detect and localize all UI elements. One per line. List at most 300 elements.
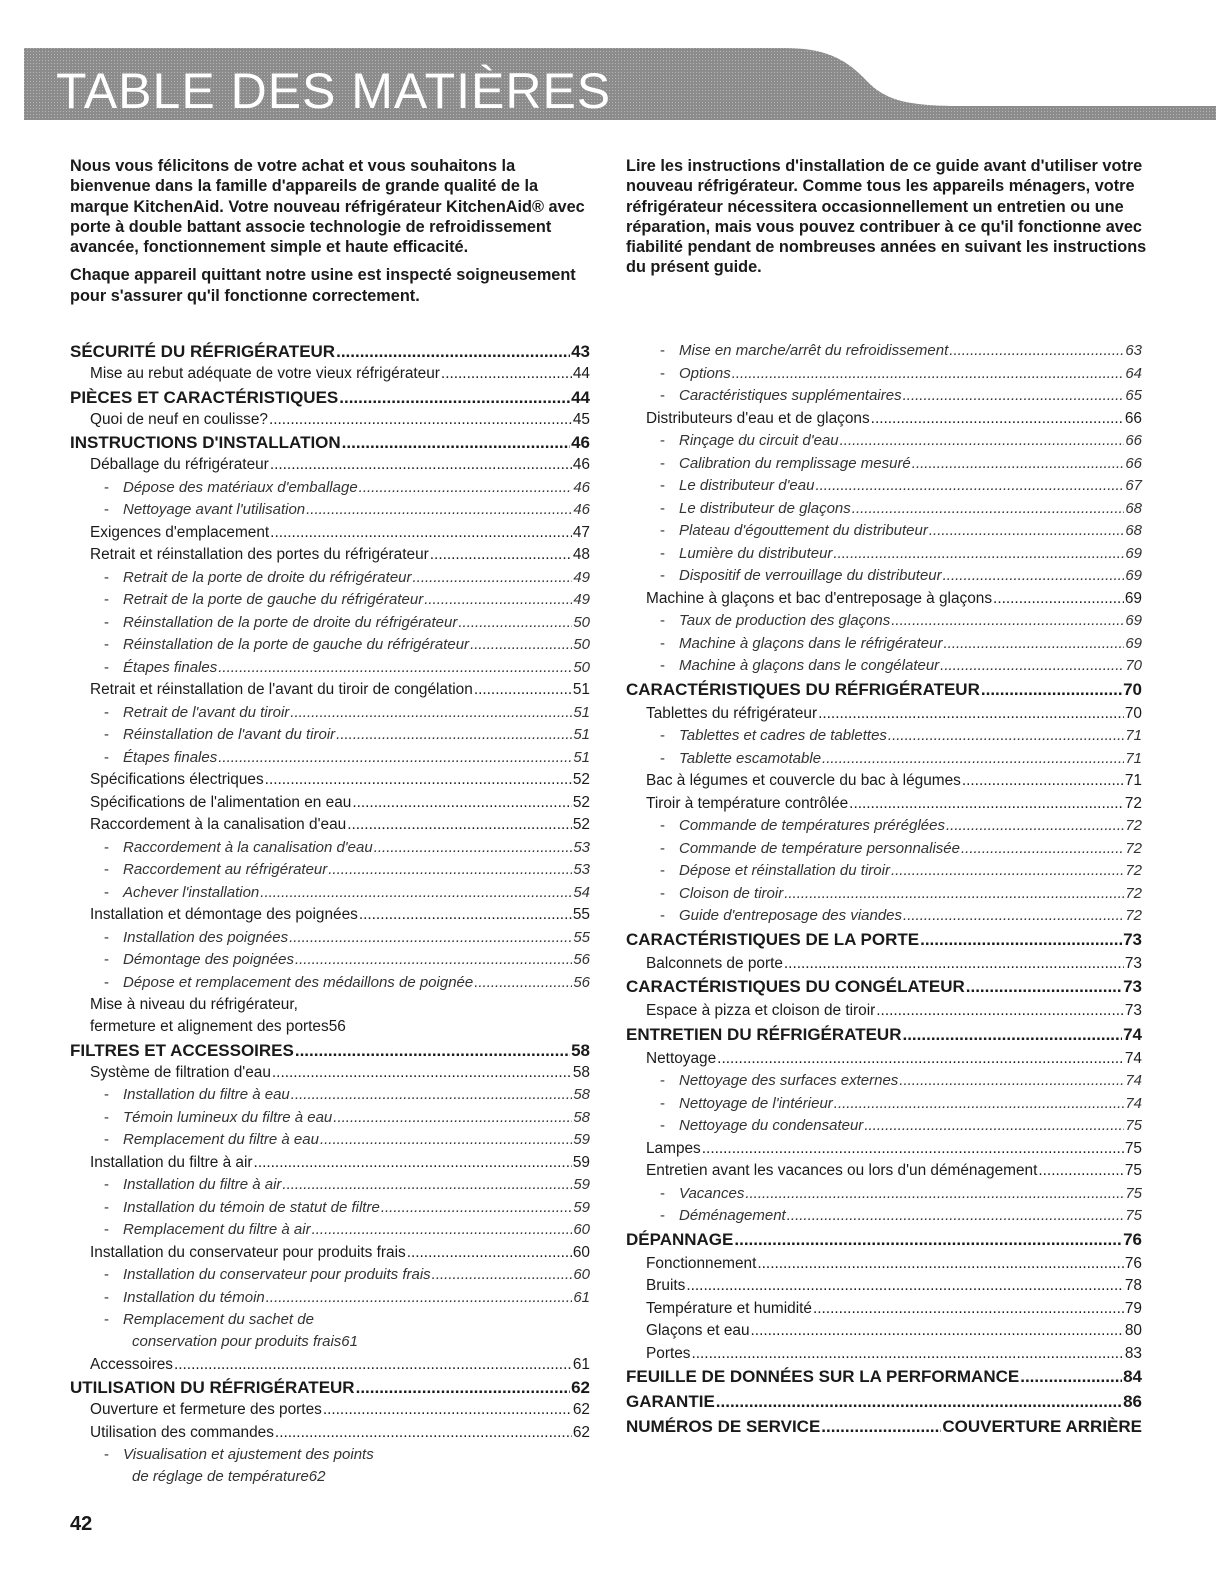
toc-entry-title: Témoin lumineux du filtre à eau (123, 1108, 333, 1126)
toc-entry-title: Tablette escamotable (679, 749, 822, 767)
toc-leader-dots (943, 567, 1125, 584)
toc-dash: - (660, 817, 665, 834)
toc-page-number: 46 (573, 501, 590, 518)
intro-paragraph: Nous vous félicitons de votre achat et vous souhaitons la bienvenue dans la famille d'appareils de grande qualité de la marque KitchenAid. Votre nouveau réfrigérateur KitchenAid® avec porte à double battant associe technologie de refroidissement avancée, fonctionnement simple et haute efficacité. (70, 157, 585, 257)
toc-page-number: 60 (572, 1243, 590, 1261)
toc-entry-title: Température et humidité (646, 1299, 812, 1317)
toc-entry-line (104, 1311, 590, 1333)
toc-subentry (626, 387, 1142, 410)
toc-dash: - (104, 883, 109, 901)
toc-page-number: 74 (1124, 1049, 1142, 1067)
toc-entry-title: Déballage du réfrigérateur (90, 456, 269, 473)
toc-subentry (626, 750, 1142, 773)
toc-subentry (626, 500, 1142, 523)
toc-entry (70, 1424, 590, 1447)
toc-section-entry (626, 1025, 1142, 1050)
toc-leader-dots (818, 705, 1124, 723)
toc-page-number: 62 (572, 1423, 590, 1441)
toc-entry (626, 795, 1142, 818)
toc-page-number: 66 (1124, 409, 1142, 427)
toc-dash: - (104, 1108, 109, 1126)
toc-entry-title: Retrait de la porte de droite du réfrigérateur (123, 568, 412, 586)
toc-leader-dots (356, 1378, 570, 1398)
toc-subentry (626, 545, 1142, 568)
toc-entry-title: Raccordement à la canalisation d'eau (90, 816, 347, 833)
toc-entry (626, 1322, 1142, 1345)
toc-dash: - (660, 1184, 665, 1202)
toc-page-number: 68 (1125, 499, 1142, 517)
toc-subentry (70, 704, 590, 727)
intro-left (70, 156, 590, 314)
toc-leader-dots (254, 1154, 572, 1172)
toc-entry-title: ENTRETIEN DU RÉFRIGÉRATEUR (626, 1024, 902, 1044)
toc-page-number: 53 (573, 838, 590, 856)
toc-page-number: 84 (1123, 1367, 1142, 1386)
toc-section-entry (626, 1230, 1142, 1255)
toc-subentry (626, 657, 1142, 680)
toc-entry (626, 1002, 1142, 1025)
toc-entry-title: Installation des poignées (123, 928, 289, 946)
toc-leader-dots (328, 861, 572, 878)
toc-leader-dots (282, 1176, 572, 1193)
toc-page-number: 52 (572, 816, 590, 833)
toc-page-number: 83 (1124, 1344, 1142, 1362)
toc-leader-dots (962, 772, 1124, 790)
toc-entry-title: Rinçage du circuit d'eau (679, 432, 839, 449)
toc-dash: - (660, 432, 665, 449)
toc-page-number: 45 (572, 410, 590, 428)
toc-page-number: 46 (573, 478, 590, 496)
toc-entry-title: Commande de température personnalisée (679, 839, 960, 857)
toc-leader-dots (381, 1199, 572, 1216)
toc-entry (70, 794, 590, 817)
toc-leader-dots (260, 884, 572, 901)
toc-entry-title: Espace à pizza et cloison de tiroir (646, 1002, 876, 1019)
toc-entry-title: DÉPANNAGE (626, 1229, 734, 1249)
toc-entry (70, 1401, 590, 1424)
toc-section-entry (626, 930, 1142, 955)
toc-entry (626, 772, 1142, 795)
toc-entry (70, 816, 590, 839)
toc-page-number: 72 (1124, 794, 1142, 812)
toc-entry-title: Balconnets de porte (646, 954, 783, 972)
toc-subentry (70, 1199, 590, 1222)
toc-page-number: 62 (572, 1401, 590, 1418)
toc-entry-title: Nettoyage de l'intérieur (679, 1094, 833, 1112)
toc-page-number: 58 (571, 1040, 590, 1060)
toc-leader-dots (342, 433, 570, 453)
toc-leader-dots (840, 432, 1125, 449)
toc-leader-dots (891, 612, 1124, 629)
toc-subentry (626, 635, 1142, 658)
toc-entry-title: Distributeurs d'eau et de glaçons (646, 409, 870, 427)
toc-leader-dots (717, 1050, 1124, 1068)
toc-dash: - (104, 1446, 109, 1463)
toc-page-number: 75 (1125, 1184, 1142, 1202)
toc-entry-title: fermeture et alignement des portes (90, 1018, 329, 1035)
toc-leader-dots (218, 659, 572, 676)
toc-dash: - (104, 973, 109, 991)
toc-entry-title: Installation et démontage des poignées (90, 906, 358, 923)
toc-entry-title: Tablettes du réfrigérateur (646, 704, 818, 722)
toc-page-number: 61 (341, 1333, 358, 1350)
toc-page-number: 58 (573, 1108, 590, 1126)
toc-entry-title: Étapes finales (123, 658, 218, 676)
toc-page-number: 66 (1125, 454, 1142, 472)
toc-page-number: 63 (1125, 342, 1142, 359)
toc-dash: - (660, 634, 665, 652)
intro-paragraph: Chaque appareil quittant notre usine est inspecté soigneusement pour s'assurer qu'il fonctionne correctement. (70, 266, 576, 305)
toc-entry-title: Mise en marche/arrêt du refroidissement (679, 342, 949, 359)
toc-dash: - (660, 454, 665, 472)
toc-page-number: 76 (1123, 1229, 1142, 1249)
toc-subentry (70, 614, 590, 637)
toc-dash: - (104, 658, 109, 676)
toc-entry-title: Achever l'installation (123, 883, 260, 901)
toc-entry-title: Remplacement du filtre à eau (123, 1131, 319, 1148)
toc-subentry (626, 1072, 1142, 1095)
toc-entry-title: Glaçons et eau (646, 1322, 750, 1339)
toc-entry (70, 411, 590, 434)
toc-entry (70, 1356, 590, 1379)
toc-entry-title: NUMÉROS DE SERVICE (626, 1417, 821, 1436)
toc-subentry (70, 659, 590, 682)
toc-dash: - (660, 884, 665, 902)
toc-leader-dots (295, 1041, 570, 1061)
toc-entry-title: Utilisation des commandes (90, 1423, 274, 1441)
toc-leader-dots (407, 1244, 572, 1262)
toc-leader-dots (174, 1356, 572, 1374)
toc-subentry (626, 885, 1142, 908)
toc-entry-title: Exigences d'emplacement (90, 523, 270, 541)
toc-page-number: 54 (573, 883, 590, 901)
toc-page-number: 80 (1124, 1322, 1142, 1339)
toc-entry-title: Machine à glaçons dans le congélateur (679, 657, 940, 674)
toc-subentry (626, 862, 1142, 885)
toc-leader-dots (291, 1086, 573, 1103)
toc-subentry (626, 1207, 1142, 1230)
toc-subentry (70, 884, 590, 907)
toc-page-number: 50 (573, 636, 590, 653)
toc-dash: - (104, 1131, 109, 1148)
toc-dash: - (660, 657, 665, 674)
toc-entry-title: Quoi de neuf en coulisse? (90, 410, 268, 428)
toc-leader-dots (732, 365, 1125, 382)
toc-entry-title: Visualisation et ajustement des points (123, 1446, 374, 1463)
toc-subentry (70, 1086, 590, 1109)
toc-dash: - (660, 364, 665, 382)
toc-dash: - (660, 522, 665, 539)
toc-subentry (626, 1095, 1142, 1118)
toc-page-number: 76 (1124, 1254, 1142, 1272)
toc-entry-title: Caractéristiques supplémentaires (679, 387, 902, 404)
toc-page-number: 75 (1125, 1207, 1142, 1224)
toc-entry (626, 1255, 1142, 1278)
toc-entry-title: Portes (646, 1344, 691, 1362)
toc-entry (70, 906, 590, 929)
toc-entry (626, 1050, 1142, 1073)
toc-dash: - (660, 1117, 665, 1134)
toc-dash: - (104, 1086, 109, 1103)
toc-page-number: 65 (1125, 387, 1142, 404)
toc-page-number: 50 (573, 658, 590, 676)
toc-subentry (70, 1176, 590, 1199)
toc-entry-title: Entretien avant les vacances ou lors d'un déménagement (646, 1162, 1038, 1179)
toc-subentry (626, 567, 1142, 590)
toc-page-number: 56 (328, 1018, 346, 1035)
toc-subentry (70, 1131, 590, 1154)
toc-entry-title: Réinstallation de la porte de droite du réfrigérateur (123, 613, 458, 631)
toc-entry-title: Installation du filtre à air (90, 1153, 253, 1171)
toc-page-number: 69 (1125, 567, 1142, 584)
toc-dash: - (104, 928, 109, 946)
toc-leader-dots (929, 522, 1124, 539)
toc-leader-dots (290, 704, 572, 721)
toc-entry-title: Lumière du distributeur (679, 544, 833, 562)
toc-dash: - (660, 1207, 665, 1224)
toc-section-entry (626, 1367, 1142, 1392)
toc-entry-title: Bruits (646, 1277, 686, 1294)
toc-leader-dots (784, 955, 1124, 973)
toc-page-number: 72 (1125, 884, 1142, 902)
toc-entry-line (90, 1018, 590, 1041)
toc-entry-title: Retrait de la porte de gauche du réfrigérateur (123, 591, 424, 608)
toc-dash: - (104, 1176, 109, 1193)
toc-section-entry (626, 1392, 1142, 1417)
toc-entry (70, 456, 590, 479)
toc-leader-dots (815, 477, 1124, 494)
toc-page-number: 73 (1123, 977, 1142, 996)
toc-section-entry (70, 388, 590, 411)
toc-page-number: 64 (1125, 364, 1142, 382)
toc-entry-title: Dépose des matériaux d'emballage (123, 478, 358, 496)
toc-subentry (70, 726, 590, 749)
toc-page-number: 79 (1124, 1299, 1142, 1317)
toc-leader-dots (888, 727, 1124, 744)
toc-leader-dots (871, 410, 1124, 428)
toc-subentry (70, 929, 590, 952)
toc-page-number: 60 (573, 1221, 590, 1238)
intro-paragraph: Lire les instructions d'installation de ce guide avant d'utiliser votre nouveau réfrigérateur. Comme tous les appareils ménagers, votre réfrigérateur nécessitera occasionnellement un entretien ou une réparation, mais vous pouvez contribuer à ce qu'il fonctionne avec fiabilité pendant de nombreuses années en suivant les instructions du présent guide. (626, 157, 1147, 277)
toc-page-number: 43 (571, 342, 590, 361)
toc-dash: - (660, 499, 665, 517)
toc-dash: - (104, 501, 109, 518)
toc-entry-title: INSTRUCTIONS D'INSTALLATION (70, 433, 341, 452)
toc-leader-dots (920, 930, 1122, 950)
toc-page-number: 49 (573, 568, 590, 586)
toc-entry (70, 1244, 590, 1267)
toc-dash: - (660, 612, 665, 629)
toc-leader-dots (266, 1289, 573, 1306)
toc-page-number: 69 (1125, 544, 1142, 562)
toc-leader-dots (702, 1140, 1124, 1158)
toc-entry-title: Spécifications de l'alimentation en eau (90, 793, 352, 811)
toc-entry-title: Tablettes et cadres de tablettes (679, 727, 887, 744)
toc-subentry (626, 477, 1142, 500)
toc-dash: - (104, 1311, 109, 1328)
toc-page-number: 73 (1124, 954, 1142, 972)
toc-entry-title: Installation du témoin de statut de filtre (123, 1198, 380, 1216)
toc-leader-dots (336, 342, 570, 362)
toc-subentry (626, 840, 1142, 863)
toc-page-number: 56 (573, 951, 590, 968)
toc-entry-title: Mise au rebut adéquate de votre vieux réfrigérateur (90, 365, 440, 382)
toc-dash: - (104, 748, 109, 766)
toc-entry-title: Installation du filtre à air (123, 1176, 282, 1193)
toc-page-number: 51 (573, 703, 590, 721)
intro-right (626, 156, 1166, 286)
toc-subentry (70, 1311, 590, 1356)
toc-leader-dots (432, 1266, 573, 1283)
toc-subentry (626, 342, 1142, 365)
toc-leader-dots (312, 1221, 573, 1238)
toc-subentry (70, 591, 590, 614)
toc-dash: - (660, 839, 665, 857)
toc-entry-line (104, 1446, 590, 1468)
toc-entry-title: Installation du témoin (123, 1288, 265, 1306)
toc-entry-title: Nettoyage des surfaces externes (679, 1072, 899, 1089)
toc-page-number: 62 (308, 1468, 326, 1485)
toc-leader-dots (821, 1417, 941, 1437)
toc-page-number: 72 (1125, 862, 1142, 879)
toc-page-number: 52 (572, 771, 590, 788)
toc-entry-title: conservation pour produits frais (132, 1333, 342, 1350)
toc-leader-dots (374, 839, 573, 856)
toc-leader-dots (691, 1345, 1123, 1363)
toc-page-number: 69 (1125, 612, 1142, 629)
toc-dash: - (104, 568, 109, 586)
toc-leader-dots (834, 1095, 1125, 1112)
toc-leader-dots (275, 1424, 572, 1442)
toc-entry-title: Lampes (646, 1139, 701, 1157)
toc-subentry (70, 501, 590, 524)
toc-subentry (70, 1446, 590, 1491)
toc-subentry (626, 907, 1142, 930)
toc-entry (70, 1154, 590, 1177)
toc-page-number: 71 (1125, 749, 1142, 767)
toc-page-number: 53 (573, 861, 590, 878)
toc-leader-dots (981, 680, 1122, 700)
toc-leader-dots (787, 1207, 1125, 1224)
toc-entry-title: Système de filtration d'eau (90, 1063, 271, 1081)
toc-dash: - (660, 544, 665, 562)
toc-subentry (70, 839, 590, 862)
toc-dash: - (660, 862, 665, 879)
toc-leader-dots (474, 681, 572, 699)
toc-entry-title: Nettoyage du condensateur (679, 1117, 864, 1134)
toc-dash: - (660, 342, 665, 359)
toc-leader-dots (813, 1300, 1124, 1318)
toc-entry-title: Dépose et remplacement des médaillons de poignée (123, 973, 474, 991)
toc-page-number: 51 (573, 748, 590, 766)
toc-entry-title: Bac à légumes et couvercle du bac à légumes (646, 772, 961, 789)
toc-leader-dots (347, 816, 572, 834)
toc-page-number: 62 (571, 1378, 590, 1397)
toc-entry-line (90, 996, 590, 1018)
page-number: 42 (70, 1513, 93, 1535)
toc-entry-title: Raccordement au réfrigérateur (123, 861, 328, 878)
toc-entry-title: Plateau d'égouttement du distributeur (679, 522, 928, 539)
toc-page-number: 69 (1124, 589, 1142, 607)
toc-leader-dots (430, 546, 572, 564)
toc-page-number: 46 (571, 433, 590, 452)
toc-leader-dots (269, 411, 572, 429)
toc-section-entry (70, 433, 590, 456)
toc-leader-dots (458, 614, 572, 631)
toc-page-number: 47 (572, 523, 590, 541)
toc-entry-title: Remplacement du filtre à air (123, 1221, 311, 1238)
toc-leader-dots (757, 1255, 1124, 1273)
toc-entry-title: Étapes finales (123, 748, 218, 766)
toc-subentry (70, 636, 590, 659)
toc-entry-title: de réglage de température (132, 1468, 309, 1485)
toc-dash: - (660, 477, 665, 494)
toc-subentry (70, 1221, 590, 1244)
toc-dash: - (660, 1072, 665, 1089)
toc-subentry (70, 1266, 590, 1289)
toc-entry (70, 1064, 590, 1087)
toc-subentry (626, 1117, 1142, 1140)
toc-entry (626, 590, 1142, 613)
toc-subentry (626, 432, 1142, 455)
toc-leader-dots (833, 545, 1124, 562)
toc-entry-title: PIÈCES ET CARACTÉRISTIQUES (70, 387, 339, 407)
toc-page-number: 60 (573, 1266, 590, 1283)
toc-page-number: 50 (573, 613, 590, 631)
toc-entry-title: FILTRES ET ACCESSOIRES (70, 1040, 294, 1060)
toc-entry-title: Cloison de tiroir (679, 884, 784, 902)
toc-leader-dots (852, 500, 1125, 517)
toc-entry-title: FEUILLE DE DONNÉES SUR LA PERFORMANCE (626, 1367, 1020, 1386)
toc-leader-dots (306, 501, 572, 518)
toc-leader-dots (745, 1185, 1124, 1202)
toc-entry (626, 1277, 1142, 1300)
toc-entry-title: Dispositif de verrouillage du distributeur (679, 567, 942, 584)
toc-page-number: 52 (572, 793, 590, 811)
toc-page-number: 70 (1124, 704, 1142, 722)
toc-leader-dots (849, 795, 1124, 813)
toc-leader-dots (218, 749, 572, 766)
toc-leader-dots (1020, 1367, 1122, 1387)
toc-entry-title: Guide d'entreposage des viandes (679, 907, 903, 924)
toc-leader-dots (1038, 1162, 1124, 1180)
toc-section-entry (70, 342, 590, 365)
toc-page-number: 58 (572, 1063, 590, 1081)
toc-leader-dots (333, 1109, 572, 1126)
toc-section-entry (70, 1041, 590, 1064)
toc-leader-dots (751, 1322, 1124, 1340)
toc-entry-title: UTILISATION DU RÉFRIGÉRATEUR (70, 1378, 355, 1397)
toc-page-number: 86 (1123, 1392, 1142, 1411)
title-banner (24, 48, 1216, 120)
toc-entry-title: Accessoires (90, 1355, 173, 1373)
toc-subentry (70, 1289, 590, 1312)
toc-subentry (70, 861, 590, 884)
toc-leader-dots (270, 524, 572, 542)
toc-right-column (626, 342, 1142, 1442)
toc-leader-dots (470, 636, 572, 653)
toc-section-entry (626, 680, 1142, 705)
toc-leader-dots (891, 862, 1124, 879)
toc-leader-dots (323, 1401, 572, 1419)
toc-entry (626, 410, 1142, 433)
toc-dash: - (104, 636, 109, 653)
toc-subentry (626, 1185, 1142, 1208)
toc-dash: - (104, 951, 109, 968)
toc-page-number: 61 (573, 1288, 590, 1306)
toc-dash: - (104, 478, 109, 496)
toc-entry-title: Nettoyage avant l'utilisation (123, 501, 306, 518)
